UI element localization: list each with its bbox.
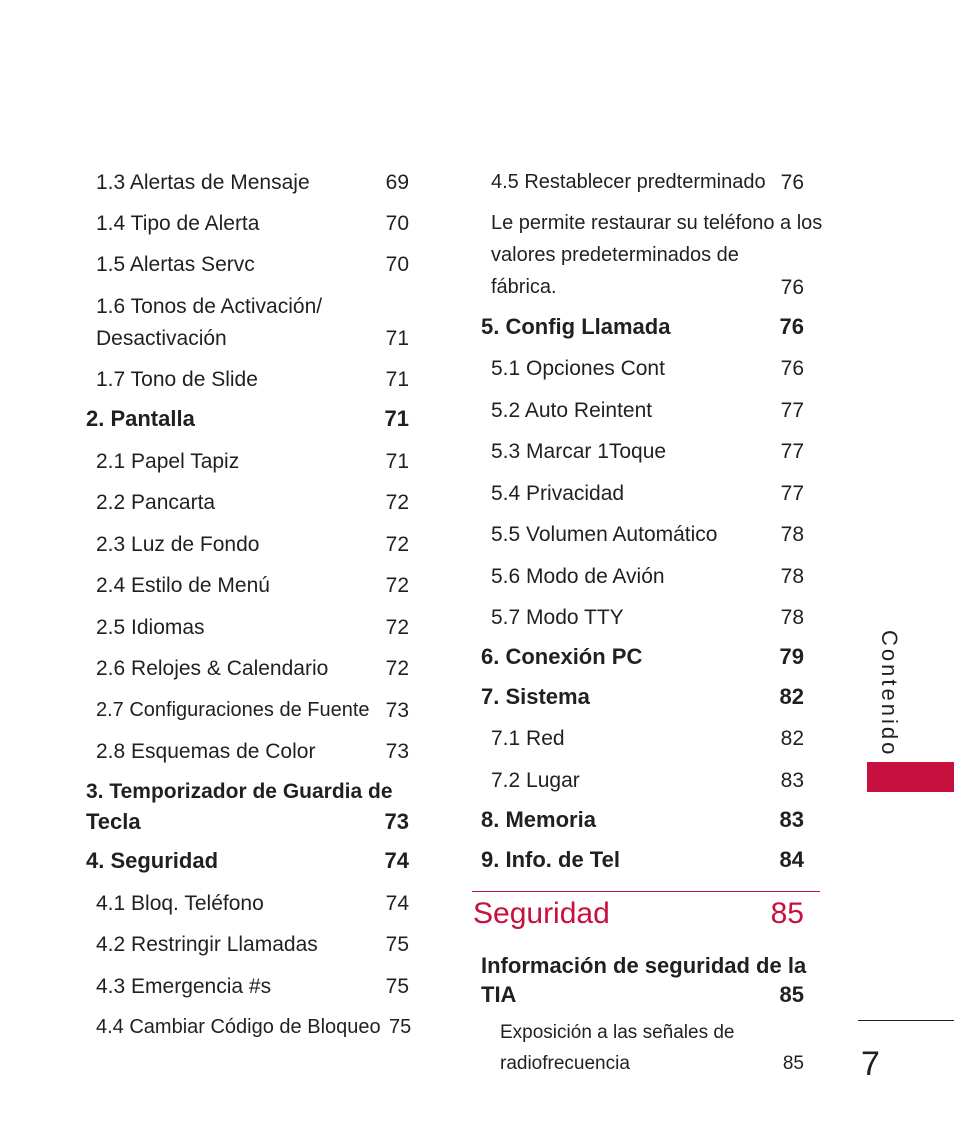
toc-entry-page: 75 bbox=[385, 933, 409, 956]
section-title[interactable]: Seguridad bbox=[473, 897, 610, 930]
toc-entry-page: 71 bbox=[385, 368, 409, 391]
toc-heading-label[interactable]: 7. Sistema bbox=[481, 684, 590, 709]
toc-entry-label[interactable]: 5.1 Opciones Cont bbox=[491, 357, 665, 380]
toc-entry-label[interactable]: 4.2 Restringir Llamadas bbox=[96, 933, 318, 956]
toc-heading-page: 74 bbox=[384, 848, 409, 873]
toc-heading-label[interactable]: 9. Info. de Tel bbox=[481, 847, 620, 872]
toc-entry-page: 82 bbox=[780, 727, 804, 750]
toc-heading-page: 83 bbox=[779, 807, 804, 832]
side-tab-marker bbox=[867, 762, 954, 792]
toc-entry-label[interactable]: Desactivación bbox=[96, 327, 227, 350]
toc-entry-label[interactable]: 5.2 Auto Reintent bbox=[491, 399, 653, 422]
toc-heading-label[interactable]: 3. Temporizador de Guardia de bbox=[86, 780, 393, 803]
toc-entry-label[interactable]: Exposición a las señales de bbox=[500, 1022, 735, 1043]
toc-entry-label[interactable]: 5.3 Marcar 1Toque bbox=[491, 440, 667, 463]
toc-heading-label[interactable]: Información de seguridad de la bbox=[481, 953, 807, 978]
toc-entry-label[interactable]: 2.7 Configuraciones de Fuente bbox=[96, 699, 370, 721]
toc-heading-label[interactable]: 5. Config Llamada bbox=[481, 314, 671, 339]
toc-entry-page: 75 bbox=[385, 975, 409, 998]
toc-heading-label[interactable]: 8. Memoria bbox=[481, 807, 596, 832]
toc-description-line: valores predeterminados de bbox=[491, 244, 739, 266]
toc-entry-label[interactable]: radiofrecuencia bbox=[500, 1053, 630, 1074]
toc-entry-page: 70 bbox=[385, 212, 409, 235]
section-title-page: 85 bbox=[770, 897, 804, 930]
toc-entry-page: 72 bbox=[385, 574, 409, 597]
toc-entry-page: 73 bbox=[385, 699, 409, 722]
toc-heading-label[interactable]: Tecla bbox=[86, 809, 141, 834]
toc-entry-page: 77 bbox=[780, 440, 804, 463]
toc-entry-label[interactable]: 1.5 Alertas Servc bbox=[96, 253, 255, 276]
toc-heading-page: 76 bbox=[779, 314, 804, 339]
toc-entry-label[interactable]: 5.6 Modo de Avión bbox=[491, 565, 665, 588]
toc-entry-page: 69 bbox=[385, 171, 409, 194]
toc-entry-page: 75 bbox=[389, 1016, 412, 1038]
toc-entry-label[interactable]: 2.1 Papel Tapiz bbox=[96, 450, 240, 473]
toc-entry-page: 77 bbox=[780, 482, 804, 505]
toc-description-line: fábrica. bbox=[491, 276, 557, 298]
toc-heading-page: 84 bbox=[779, 847, 804, 872]
toc-entry-page: 78 bbox=[780, 606, 804, 629]
toc-entry-label[interactable]: 5.5 Volumen Automático bbox=[491, 523, 718, 546]
toc-entry-page: 85 bbox=[782, 1053, 804, 1074]
toc-entry-label[interactable]: 5.7 Modo TTY bbox=[491, 606, 624, 629]
toc-entry-page: 76 bbox=[780, 357, 804, 380]
toc-entry-label[interactable]: 4.5 Restablecer predterminado bbox=[491, 171, 766, 193]
toc-entry-page: 70 bbox=[385, 253, 409, 276]
toc-entry-label[interactable]: 7.1 Red bbox=[491, 727, 565, 750]
toc-entry-page: 72 bbox=[385, 491, 409, 514]
toc-entry-label[interactable]: 1.4 Tipo de Alerta bbox=[96, 212, 260, 235]
toc-entry-page: 76 bbox=[780, 171, 804, 194]
toc-entry-label[interactable]: 1.7 Tono de Slide bbox=[96, 368, 258, 391]
toc-heading-label[interactable]: 6. Conexión PC bbox=[481, 644, 643, 669]
toc-entry-label[interactable]: 1.3 Alertas de Mensaje bbox=[96, 171, 310, 194]
toc-entry-label[interactable]: 2.2 Pancarta bbox=[96, 491, 216, 514]
toc-entry-page: 73 bbox=[385, 740, 409, 763]
toc-entry-label[interactable]: 5.4 Privacidad bbox=[491, 482, 625, 505]
toc-entry-page: 72 bbox=[385, 533, 409, 556]
section-divider bbox=[472, 891, 820, 892]
toc-entry-label[interactable]: 2.3 Luz de Fondo bbox=[96, 533, 260, 556]
toc-heading-page: 79 bbox=[779, 644, 804, 669]
toc-entry-page: 71 bbox=[385, 450, 409, 473]
toc-entry-label[interactable]: 7.2 Lugar bbox=[491, 769, 580, 792]
toc-entry-label[interactable]: 4.1 Bloq. Teléfono bbox=[96, 892, 264, 915]
toc-entry-label[interactable]: 4.3 Emergencia #s bbox=[96, 975, 272, 998]
toc-heading-label[interactable]: 4. Seguridad bbox=[86, 848, 219, 873]
toc-heading-label[interactable]: 2. Pantalla bbox=[86, 406, 195, 431]
toc-entry-page: 72 bbox=[385, 657, 409, 680]
toc-entry-label[interactable]: 2.8 Esquemas de Color bbox=[96, 740, 316, 763]
toc-heading-label[interactable]: TIA bbox=[481, 982, 517, 1007]
side-tab-label: Contenido bbox=[877, 630, 902, 758]
toc-heading-page: 85 bbox=[779, 982, 804, 1007]
toc-heading-page: 73 bbox=[384, 809, 409, 834]
toc-entry-page: 71 bbox=[385, 327, 409, 350]
toc-entry-page: 74 bbox=[385, 892, 409, 915]
toc-entry-page: 78 bbox=[780, 523, 804, 546]
toc-entry-label[interactable]: 4.4 Cambiar Código de Bloqueo bbox=[96, 1016, 381, 1038]
toc-entry-label[interactable]: 2.5 Idiomas bbox=[96, 616, 205, 639]
toc-entry-page: 76 bbox=[780, 276, 804, 299]
toc-entry-page: 77 bbox=[780, 399, 804, 422]
toc-entry-label[interactable]: 2.6 Relojes & Calendario bbox=[96, 657, 329, 680]
toc-description-line: Le permite restaurar su teléfono a los bbox=[491, 212, 823, 234]
toc-entry-page: 83 bbox=[780, 769, 804, 792]
toc-entry-page: 78 bbox=[780, 565, 804, 588]
page-number-rule bbox=[858, 1020, 954, 1021]
toc-entry-label[interactable]: 2.4 Estilo de Menú bbox=[96, 574, 270, 597]
toc-heading-page: 82 bbox=[779, 684, 804, 709]
toc-heading-page: 71 bbox=[384, 406, 409, 431]
toc-entry-label[interactable]: 1.6 Tonos de Activación/ bbox=[96, 295, 323, 318]
toc-entry-page: 72 bbox=[385, 616, 409, 639]
page-number: 7 bbox=[861, 1045, 880, 1083]
